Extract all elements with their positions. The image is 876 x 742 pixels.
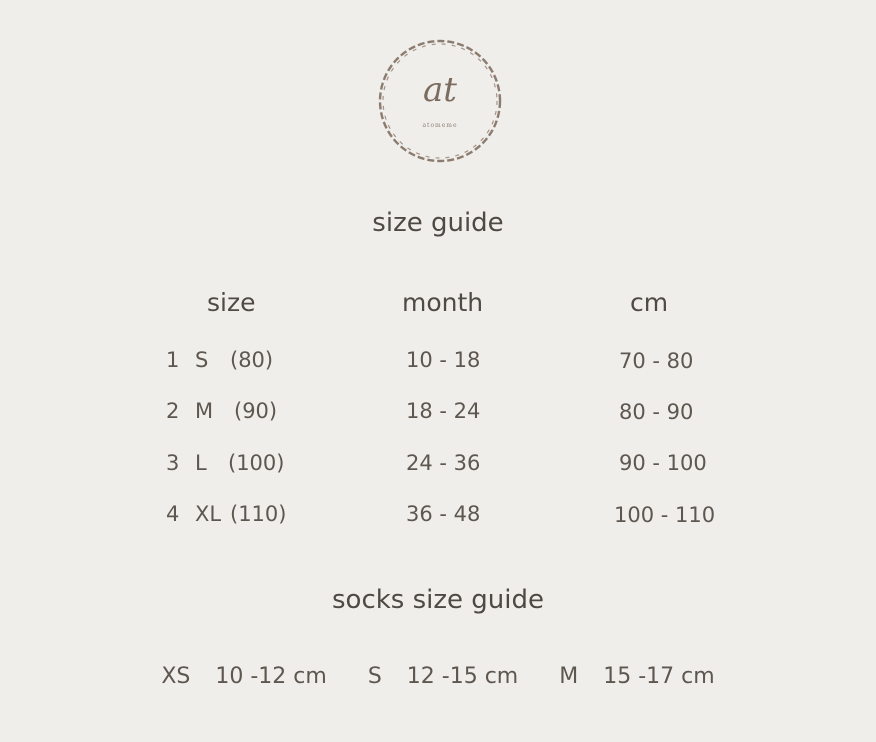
logo-wordmark: atomeme — [422, 122, 458, 129]
row-2-size: M — [195, 399, 214, 423]
row-3-cm: 90 - 100 — [619, 451, 707, 475]
column-header-month: month — [402, 288, 484, 317]
sock-range-xs: 10 -12 cm — [215, 664, 327, 689]
row-3-month: 24 - 36 — [406, 451, 481, 475]
column-header-size: size — [207, 288, 256, 317]
row-4-month: 36 - 48 — [406, 502, 481, 526]
logo-mark: at — [423, 70, 457, 110]
row-2-code: (90) — [234, 399, 278, 423]
row-2-cm: 80 - 90 — [619, 400, 694, 424]
row-4-code: (110) — [230, 502, 287, 526]
row-1-number: 1 — [166, 348, 180, 372]
row-4-cm: 100 - 110 — [614, 503, 716, 527]
row-1-cm: 70 - 80 — [619, 349, 694, 373]
size-guide-title: size guide — [372, 208, 504, 238]
row-4-size: XL — [195, 502, 222, 526]
row-1-month: 10 - 18 — [406, 348, 481, 372]
sock-size-s: S — [367, 664, 382, 689]
sock-size-m: M — [559, 664, 579, 689]
row-1-code: (80) — [230, 348, 274, 372]
socks-size-guide-title: socks size guide — [332, 585, 544, 615]
row-1-size: S — [195, 348, 209, 372]
row-2-month: 18 - 24 — [406, 399, 481, 423]
row-4-number: 4 — [166, 502, 180, 526]
row-3-number: 3 — [166, 451, 180, 475]
sock-range-m: 15 -17 cm — [603, 664, 715, 689]
row-2-number: 2 — [166, 399, 180, 423]
brand-logo — [372, 36, 508, 166]
row-3-size: L — [195, 451, 207, 475]
row-3-code: (100) — [228, 451, 285, 475]
sock-size-xs: XS — [161, 664, 191, 689]
column-header-cm: cm — [630, 288, 669, 317]
sock-range-s: 12 -15 cm — [406, 664, 519, 689]
socks-size-list — [0, 664, 876, 689]
